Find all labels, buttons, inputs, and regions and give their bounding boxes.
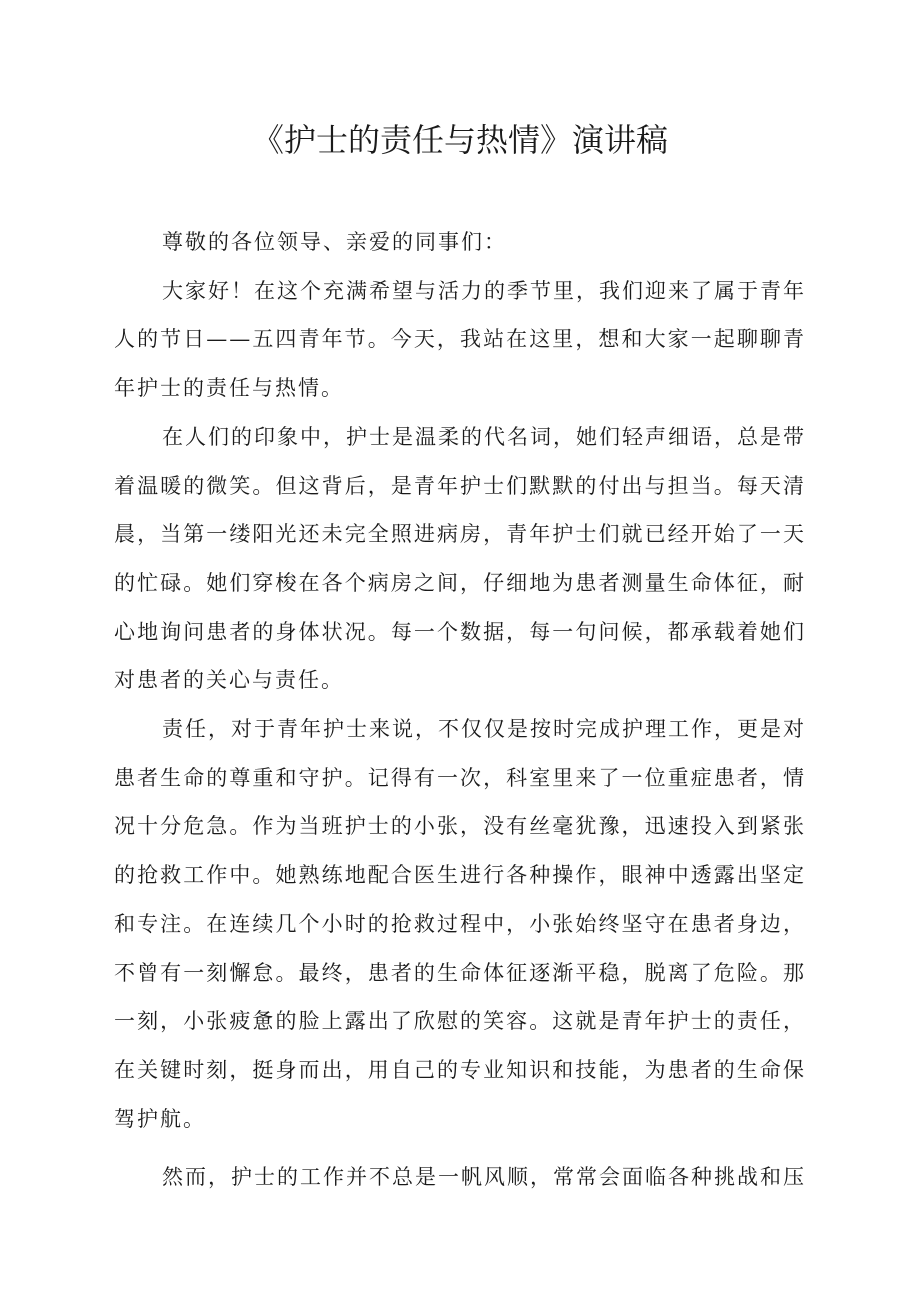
impression-paragraph: 在人们的印象中，护士是温柔的代名词，她们轻声细语，总是带着温暖的微笑。但这背后，是青年护士们默默的付出与担当。每天清晨，当第一缕阳光还未完全照进病房，青年护士们就已经开始了一天的忙碌。她们穿梭在各个病房之间，仔细地为患者测量生命体征，耐心地询问患者的身体状况。每一个数据，每一句问候，都承载着她们对患者的关心与责任。 (114, 424, 806, 693)
document-body (114, 218, 806, 1202)
salutation-paragraph: 尊敬的各位领导、亲爱的同事们： (162, 230, 507, 254)
greeting-paragraph: 大家好！在这个充满希望与活力的季节里，我们迎来了属于青年人的节日——五四青年节。今天，我站在这里，想和大家一起聊聊青年护士的责任与热情。 (114, 278, 806, 401)
document-title: 《护士的责任与热情》演讲稿 (251, 121, 668, 159)
challenge-paragraph: 然而，护士的工作并不总是一帆风顺，常常会面临各种挑战和压 (162, 1165, 806, 1190)
responsibility-paragraph: 责任，对于青年护士来说，不仅仅是按时完成护理工作，更是对患者生命的尊重和守护。记得有一次，科室里来了一位重症患者，情况十分危急。作为当班护士的小张，没有丝毫犹豫，迅速投入到紧张的抢救工作中。她熟练地配合医生进行各种操作，眼神中透露出坚定和专注。在连续几个小时的抢救过程中，小张始终坚守在患者身边，不曾有一刻懈怠。最终，患者的生命体征逐渐平稳，脱离了危险。那一刻，小张疲惫的脸上露出了欣慰的笑容。这就是青年护士的责任，在关键时刻，挺身而出，用自己的专业知识和技能，为患者的生命保驾护航。 (114, 717, 806, 1131)
